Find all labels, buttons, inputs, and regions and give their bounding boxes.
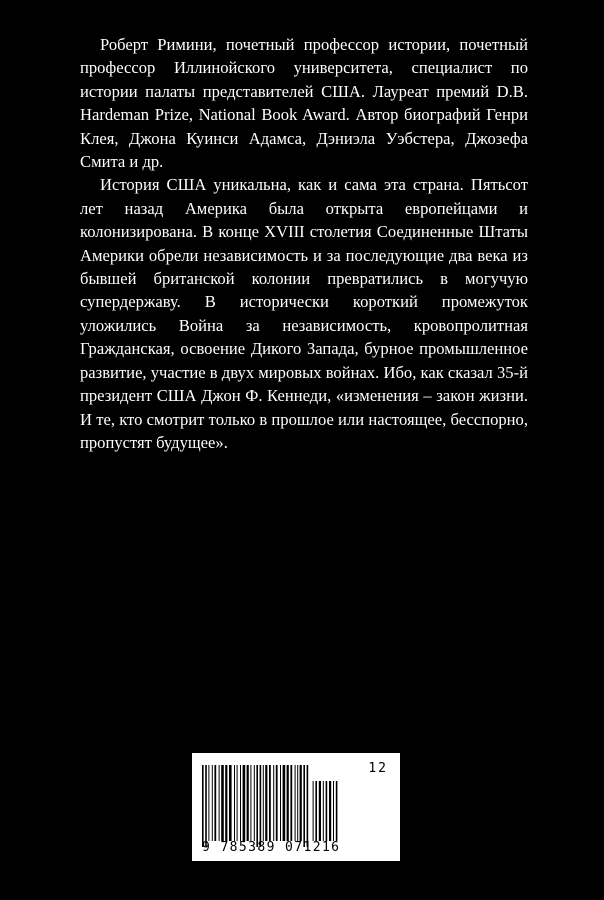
barcode-addon-digits: 12 [368,761,388,776]
barcode-bar [269,765,271,841]
barcode-bar [265,765,267,841]
barcode-bar [290,765,292,841]
barcode-bar [243,765,246,841]
barcode-bar [280,765,281,841]
barcode-bar [208,765,209,841]
barcode-bar [326,781,328,841]
barcode-bar [329,781,331,841]
barcode-bar [234,765,235,841]
barcode-bar [214,765,216,841]
barcode-bar [276,765,278,841]
barcode-bar [221,765,224,841]
barcode-bar [237,765,238,841]
barcode-bar [297,765,298,841]
book-description-paragraph: История США уникальна, как и сама эта страна. Пятьсот лет назад Америка была открыта европейцами и колонизирована. В конце XVIII столетия Соединенные Штаты Америки обрели независимость и за последующие два века из бывшей британской колонии превратились в могучую супердержаву. В исторически короткий промежуток уложились Война за независимость, кровопролитная Гражданская, освоение Дикого Запада, бурное промышленное развитие, участие в двух мировых войнах. Ибо, как сказал 35-й президент США Джон Ф. Кеннеди, «изменения – закон жизни. И те, кто смотрит только в прошлое или настоящее, бесспорно, пропустят будущее». [80,175,528,452]
barcode-bar [202,765,204,847]
barcode-isbn-digits: 9 785389 071216 [202,840,341,855]
author-bio-paragraph: Роберт Римини, почетный профессор истории, почетный профессор Иллинойского университета, специалист по истории палаты представителей США. Лауреат премий D.B. Hardeman Prize, National Book Award. Автор биографий Генри Клея, Джона Куинси Адамса, Дэниэла Уэбстера, Джозефа Смита и др. [80,35,528,172]
barcode-bar [315,781,317,841]
barcode-bar [336,781,338,841]
barcode-bar [229,765,232,841]
barcode-bar [205,765,207,847]
barcode-bar [256,765,258,847]
barcode-bar [254,765,255,841]
barcode-bar [250,765,251,841]
barcode-bar [323,781,324,841]
barcode-bar [287,765,289,841]
barcode-bar [240,765,241,841]
barcode-bar [212,765,213,841]
barcode-bar [303,765,305,847]
barcode-bar [333,781,334,841]
barcode-bar [307,765,309,847]
back-cover-text [80,33,528,454]
barcode-bar [225,765,227,841]
barcode-bar [300,765,302,841]
barcode-bar [219,765,220,841]
barcode-bar [260,765,262,847]
barcode-bar [319,781,321,841]
barcode-bar [295,765,296,841]
barcode-bar [313,781,314,841]
isbn-barcode [192,753,400,861]
barcode-bar [273,765,274,841]
barcode-bar [247,765,249,841]
barcode-bar [263,765,264,841]
barcode-bar [283,765,286,841]
